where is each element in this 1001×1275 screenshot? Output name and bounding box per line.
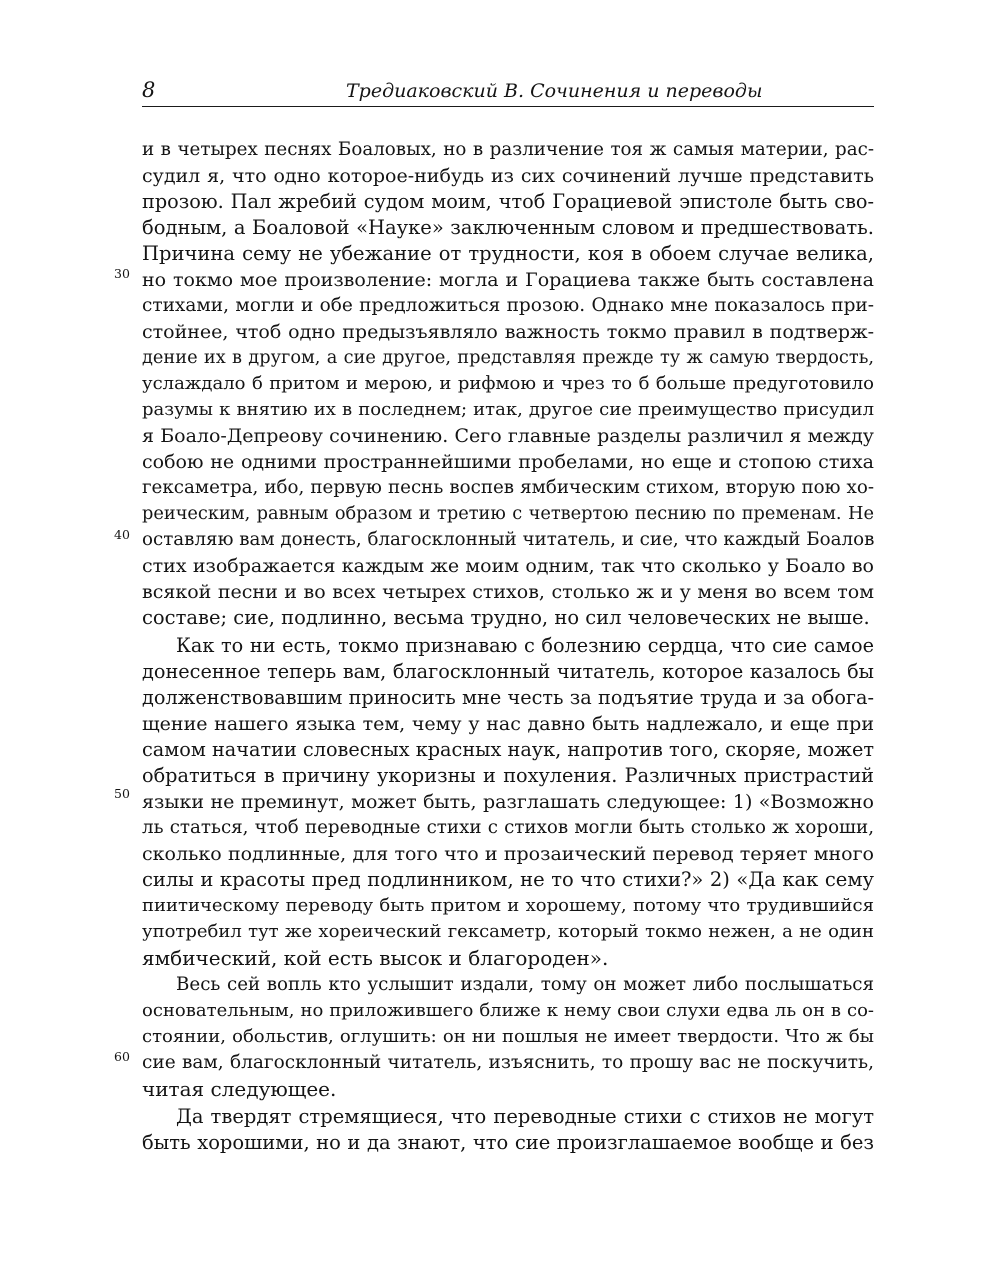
text-line: бодным, а Боаловой «Науке» заключенным словом и предшествовать. xyxy=(142,216,874,239)
text-line: самом начатии словесных красных наук, напротив того, скоряе, может xyxy=(142,738,874,761)
margin-line-number: 60 xyxy=(114,1049,130,1064)
text-line: Причина сему не убежание от трудности, коя в обоем случае велика, xyxy=(142,242,874,265)
text-line: составе; сие, подлинно, весьма трудно, но сил человеческих не выше. xyxy=(142,606,870,629)
text-line: читая следующее. xyxy=(142,1077,337,1101)
text-line: щение нашего языка тем, чему у нас давно быть надлежало, и еще при xyxy=(142,713,874,735)
text-line: реическим, равным образом и третию с четвертою песнию по пременам. Не xyxy=(142,504,874,524)
text-line: Весь сей вопль кто услышит издали, тому он может либо послышаться xyxy=(176,974,874,995)
text-line: Да твердят стремящиеся, что переводные стихи с стихов не могут xyxy=(176,1105,874,1128)
text-line: долженствовавшим приносить мне честь за подъятие труда и за обога- xyxy=(142,686,874,709)
text-line: стихами, могли и обе предложиться прозою. Однако мне показалось при- xyxy=(142,295,874,316)
text-line: стойнее, чтоб одно предызъявляло важность токмо правил в подтверж- xyxy=(142,321,874,343)
text-line: но токмо мое произволение: могла и Горациева также быть составлена xyxy=(142,269,874,291)
text-line: стоянии, обольстив, оглушить: он ни пошлыя не имеет твердости. Что ж бы xyxy=(142,1026,874,1047)
text-line: ямбический, кой есть высок и благороден». xyxy=(142,946,609,970)
margin-line-number: 50 xyxy=(114,786,130,801)
text-line: донесенное теперь вам, благосклонный читатель, которое казалось бы xyxy=(142,660,874,683)
text-line: прозою. Пал жребий судом моим, чтоб Горациевой эпистоле быть сво- xyxy=(142,190,874,213)
text-line: гексаметра, ибо, первую песнь воспев ямбическим стихом, вторую пою хо- xyxy=(142,477,874,498)
running-title: Тредиаковский В. Сочинения и переводы xyxy=(346,80,763,102)
text-line: и в четырех песнях Боаловых, но в различение тоя ж самыя материи, рас- xyxy=(142,139,874,160)
margin-line-number: 40 xyxy=(114,527,130,542)
text-line: я Боало-Депреову сочинению. Сего главные разделы различил я между xyxy=(142,425,874,447)
margin-line-number: 30 xyxy=(114,266,130,281)
text-line: сие вам, благосклонный читатель, изъяснить, то прошу вас не поскучить, xyxy=(142,1052,874,1073)
text-line: разумы к внятию их в последнем; итак, другое сие преимущество присудил xyxy=(142,399,874,420)
text-line: услаждало б притом и мерою, и рифмою и чрез то б больше предуготовило xyxy=(142,373,874,394)
text-line: оставляю вам донесть, благосклонный читатель, и сие, что каждый Боалов xyxy=(142,529,875,550)
text-line: собою не одними пространнейшими пробелами, но еще и стопою стиха xyxy=(142,451,874,473)
text-line: судил я, что одно которое-нибудь из сих сочинений лучше представить xyxy=(142,165,874,187)
text-line: стих изображается каждым же моим одним, так что сколько у Боало во xyxy=(142,555,874,577)
text-line: пиитическому переводу быть притом и хорошему, потому что трудившийся xyxy=(142,895,874,916)
text-line: ль статься, чтоб переводные стихи с стихов могли быть столько ж хороши, xyxy=(142,817,874,838)
page-number: 8 xyxy=(142,78,156,102)
text-line: всякой песни и во всех четырех стихов, столько ж и у меня во всем том xyxy=(142,581,874,603)
text-line: силы и красоты пред подлинником, не то что стихи?» 2) «Да как сему xyxy=(142,868,874,891)
text-line: быть хорошими, но и да знают, что сие произглашаемое вообще и без xyxy=(142,1131,874,1154)
text-line: дение их в другом, а сие другое, представляя прежде ту ж самую твердость, xyxy=(142,348,874,368)
text-line: употребил тут же хореический гексаметр, который токмо нежен, а не один xyxy=(142,921,874,942)
text-line: сколько подлинные, для того что и прозаический перевод теряет много xyxy=(142,843,874,865)
text-line: языки не преминут, может быть, разглашать следующее: 1) «Возможно xyxy=(142,791,874,813)
text-line: Как то ни есть, токмо признаваю с болезнию сердца, что сие самое xyxy=(176,634,874,657)
running-head xyxy=(142,76,874,107)
text-line: обратиться в причину укоризны и похуления. Различных пристрастий xyxy=(142,764,874,787)
text-line: основательным, но приложившего ближе к нему свои слухи едва ль он в со- xyxy=(142,1000,874,1021)
